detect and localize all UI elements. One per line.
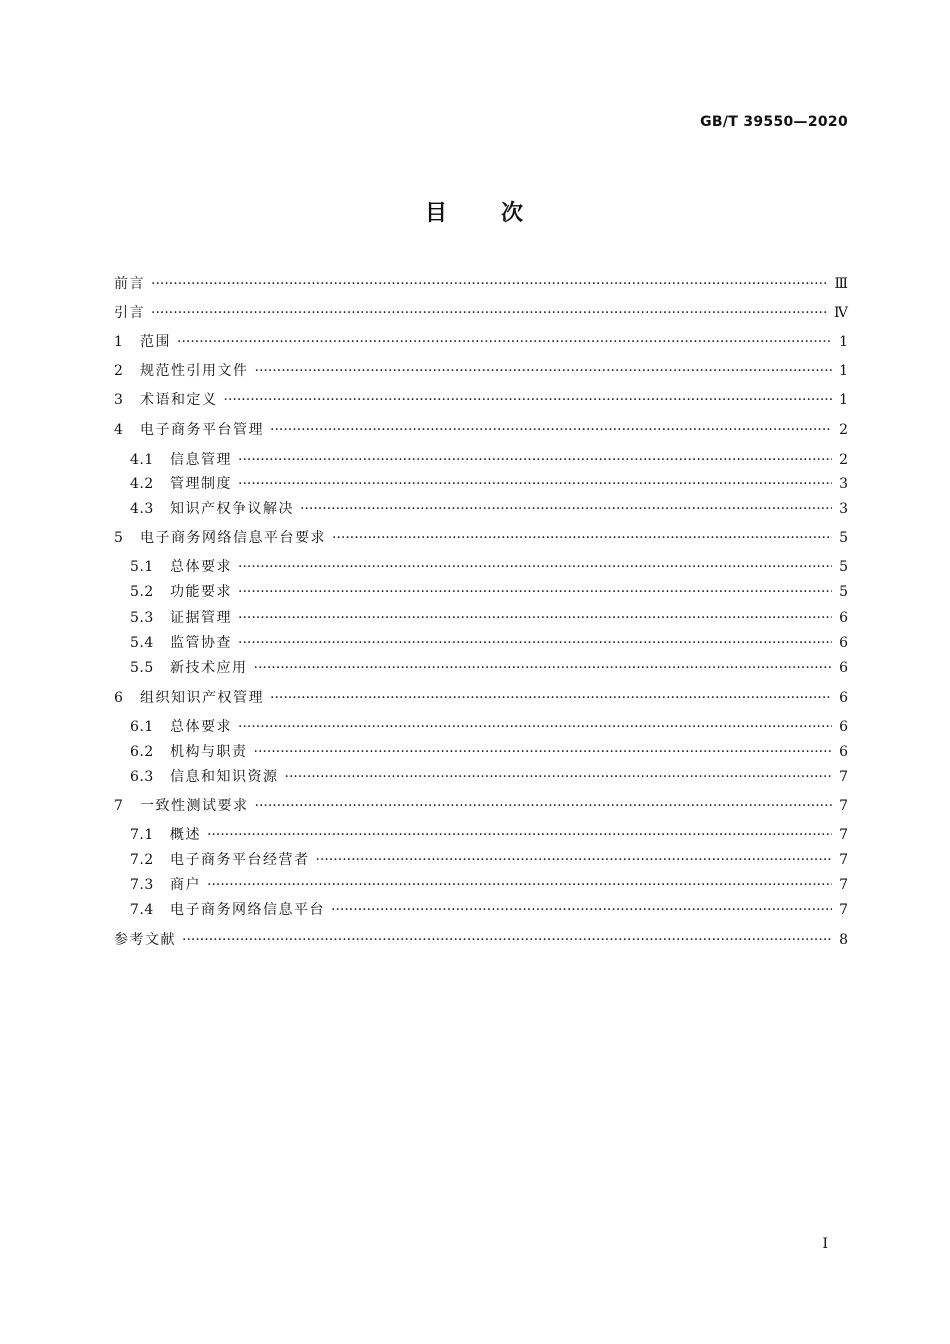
toc-leader-dots [255,361,833,381]
toc-leader-dots [238,450,832,470]
toc-entry-page: 6 [839,744,848,760]
toc-entry[interactable] [114,474,848,494]
toc-leader-dots [238,474,832,494]
toc-entry-number: 7.4 [130,902,154,918]
toc-title-char-1: 目 [424,201,449,226]
toc-leader-dots [238,633,832,653]
toc-entry[interactable] [114,875,848,895]
toc-leader-dots [285,767,833,787]
toc-entry-label: 总体要求 [170,719,232,735]
toc-entry-number: 2 [114,363,124,379]
toc-entry-label: 功能要求 [170,584,232,600]
toc-entry-number: 4.2 [130,476,154,492]
toc-entry-label: 概述 [170,827,201,843]
toc-entry-number: 6.3 [130,769,154,785]
toc-entry-page: 1 [839,334,848,350]
toc-entry-page: 6 [839,660,848,676]
toc-entry-page: 5 [839,530,848,546]
toc-entry[interactable] [114,450,848,470]
toc-leader-dots [316,850,833,870]
toc-entry[interactable] [114,582,848,602]
toc-entry-page: Ⅳ [834,305,848,321]
toc-leader-dots [224,390,833,410]
toc-entry-label: 电子商务网络信息平台 [170,902,325,918]
toc-entry[interactable] [114,420,848,440]
toc-entry-number: 4 [114,422,124,438]
toc-entry-number: 3 [114,392,124,408]
toc-entry[interactable] [114,688,848,708]
toc-entry-number: 7 [114,798,124,814]
toc-entry[interactable] [114,767,848,787]
toc-entry-number: 7.3 [130,877,154,893]
toc-leader-dots [332,528,832,548]
toc-entry[interactable] [114,825,848,845]
toc-entry-page: 2 [839,452,848,468]
toc-entry-page: 6 [839,690,848,706]
toc-entry-number: 7.1 [130,827,154,843]
toc-entry[interactable] [114,742,848,762]
toc-leader-dots [177,332,832,352]
toc-entry-label: 机构与职责 [170,744,248,760]
toc-entry-number: 4.3 [130,501,154,517]
toc-entry-number: 6 [114,690,124,706]
toc-entry-number: 5.2 [130,584,154,600]
toc-title [0,196,950,227]
toc-entry[interactable] [114,361,848,381]
toc-entry-label: 参考文献 [114,932,176,948]
toc-entry-label: 电子商务网络信息平台要求 [140,530,326,546]
toc-entry[interactable] [114,930,848,950]
toc-entry-label: 总体要求 [170,559,232,575]
toc-leader-dots [254,658,833,678]
toc-entry-label: 一致性测试要求 [140,798,249,814]
toc-entry-label: 前言 [114,276,145,292]
toc-entry[interactable] [114,900,848,920]
toc-entry-number: 6.2 [130,744,154,760]
toc-entry-label: 信息和知识资源 [170,769,279,785]
toc-entry[interactable] [114,528,848,548]
toc-entry-number: 5 [114,530,124,546]
toc-entry[interactable] [114,303,848,323]
toc-leader-dots [238,717,832,737]
toc-entry-label: 规范性引用文件 [140,363,249,379]
toc-entry-page: 6 [839,719,848,735]
toc-leader-dots [151,274,828,294]
toc-entry[interactable] [114,499,848,519]
toc-leader-dots [300,499,832,519]
toc-entry-label: 新技术应用 [170,660,248,676]
toc-entry-page: 7 [839,798,848,814]
toc-entry-label: 范围 [140,334,171,350]
toc-leader-dots [207,825,832,845]
toc-entry-label: 管理制度 [170,476,232,492]
toc-entry-label: 引言 [114,305,145,321]
toc-entry-page: 5 [839,559,848,575]
toc-leader-dots [254,742,833,762]
toc-leader-dots [331,900,832,920]
toc-entry-page: 1 [839,392,848,408]
toc-entry-number: 4.1 [130,452,154,468]
toc-title-char-2: 次 [501,201,526,226]
toc-leader-dots [238,608,832,628]
toc-leader-dots [207,875,832,895]
toc-entry-number: 5.1 [130,559,154,575]
toc-entry-page: 7 [839,877,848,893]
toc-entry-page: 3 [839,501,848,517]
toc-entry-page: 8 [839,932,848,948]
toc-leader-dots [182,930,832,950]
toc-leader-dots [238,557,832,577]
toc-entry-number: 1 [114,334,124,350]
toc-entry-number: 5.4 [130,635,154,651]
toc-entry-number: 5.3 [130,610,154,626]
toc-leader-dots [151,303,828,323]
toc-entry-label: 电子商务平台经营者 [170,852,310,868]
toc-entry[interactable] [114,274,848,294]
toc-entry[interactable] [114,332,848,352]
toc-entry-page: 2 [839,422,848,438]
toc-entry[interactable] [114,850,848,870]
toc-entry-label: 电子商务平台管理 [140,422,264,438]
toc-entry-page: Ⅲ [834,276,848,292]
toc-entry[interactable] [114,717,848,737]
standard-number: GB/T 39550—2020 [700,114,848,130]
toc-entry[interactable] [114,608,848,628]
toc-entry-page: 3 [839,476,848,492]
toc-entry-number: 5.5 [130,660,154,676]
toc-entry-page: 1 [839,363,848,379]
toc-entry-page: 6 [839,610,848,626]
toc-leader-dots [270,420,832,440]
toc-entry-page: 6 [839,635,848,651]
toc-entry[interactable] [114,658,848,678]
toc-entry-label: 监管协查 [170,635,232,651]
toc-entry-label: 商户 [170,877,201,893]
toc-entry[interactable] [114,390,848,410]
toc-leader-dots [270,688,832,708]
toc-entry-number: 7.2 [130,852,154,868]
toc-entry-label: 证据管理 [170,610,232,626]
toc-entry-label: 术语和定义 [140,392,218,408]
toc-entry[interactable] [114,557,848,577]
toc-leader-dots [255,796,833,816]
toc-entry-page: 7 [839,827,848,843]
toc-entry-page: 5 [839,584,848,600]
toc-entry-page: 7 [839,852,848,868]
toc-leader-dots [238,582,832,602]
toc-entry[interactable] [114,796,848,816]
footer-page-number: I [822,1236,828,1252]
toc-entry-page: 7 [839,902,848,918]
toc-entry-label: 信息管理 [170,452,232,468]
toc-entry-page: 7 [839,769,848,785]
toc-entry[interactable] [114,633,848,653]
toc-entry-number: 6.1 [130,719,154,735]
toc-entry-label: 组织知识产权管理 [140,690,264,706]
toc-entry-label: 知识产权争议解决 [170,501,294,517]
